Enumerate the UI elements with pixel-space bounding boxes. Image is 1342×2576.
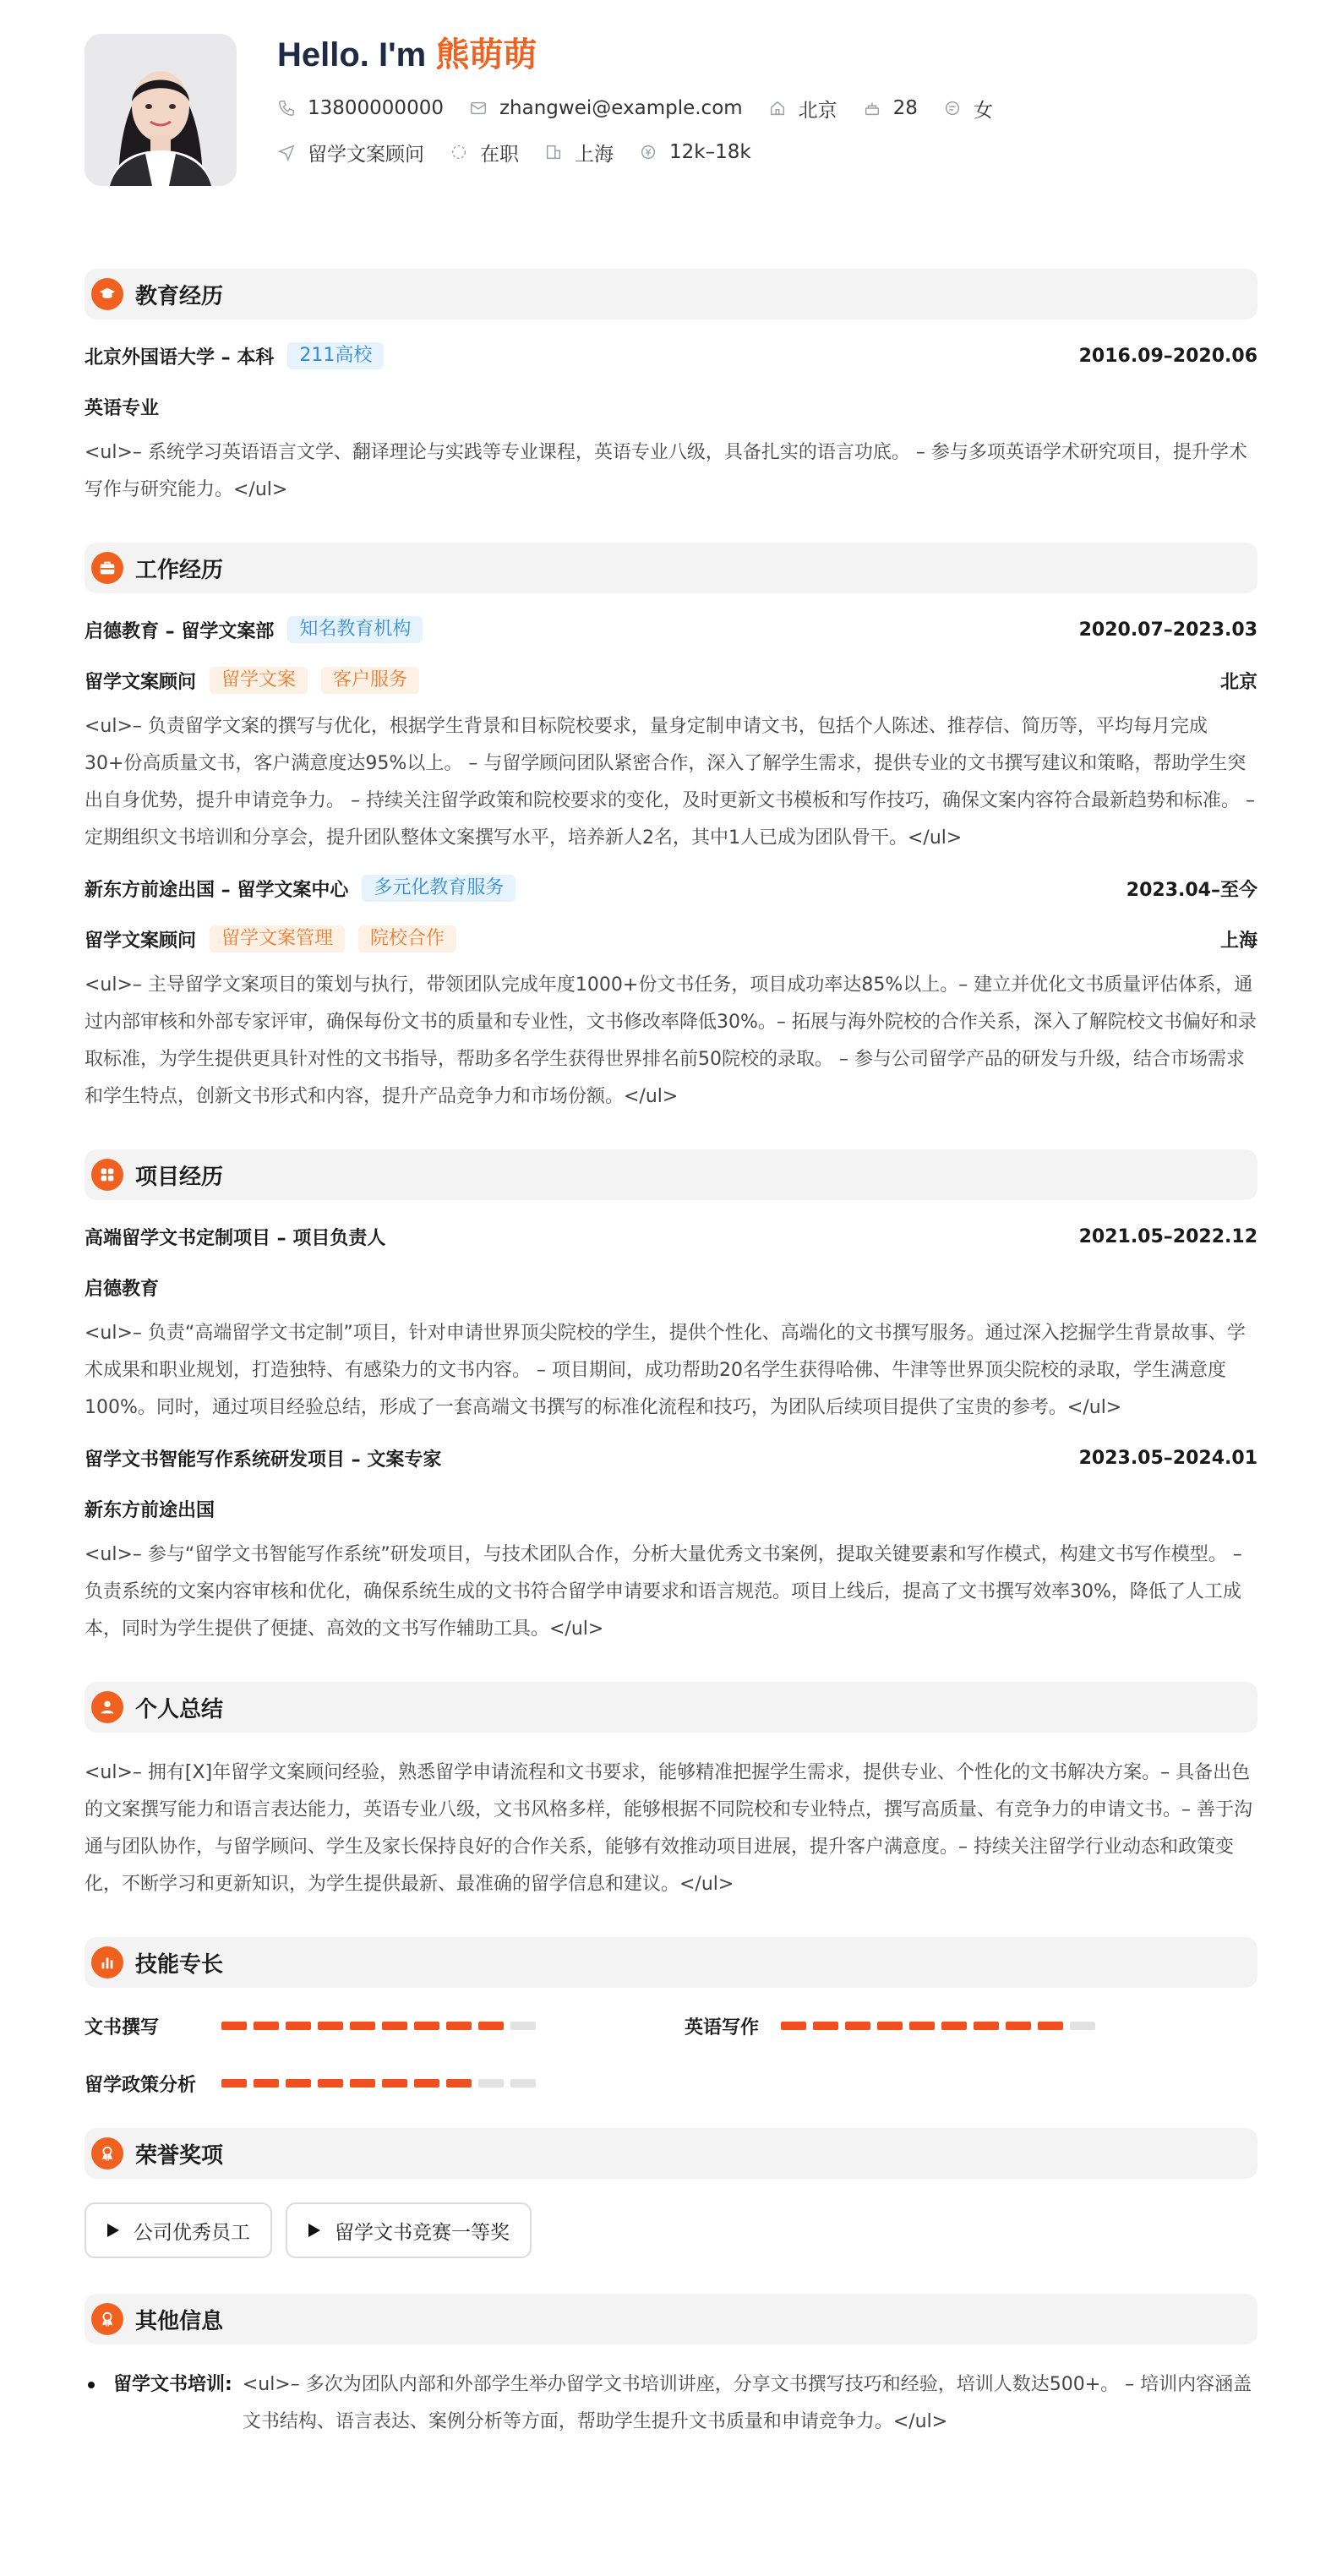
gender-icon (943, 99, 962, 117)
project-date: 2021.05–2022.12 (1078, 1225, 1257, 1247)
skill-bar-filled (446, 2079, 472, 2088)
education-section-header (85, 269, 1257, 319)
bar-chart-icon (91, 1946, 123, 1978)
skill-bar-filled (318, 2022, 343, 2030)
awards-title: 荣誉奖项 (135, 2142, 224, 2169)
skill-bar-filled (974, 2022, 999, 2030)
avatar-portrait-icon (85, 34, 237, 186)
skill-bar-filled (382, 2079, 407, 2088)
project-entry (85, 1444, 1257, 1648)
award-icon (91, 2303, 123, 2335)
work-entry (85, 874, 1257, 1116)
phone-info: 13800000000 (277, 97, 444, 119)
play-triangle-icon (106, 2223, 120, 2238)
work-description: <ul>– 主导留学文案项目的策划与执行，带领团队完成年度1000+份文书任务，项目成功率达85%以上。– 建立并优化文书质量评估体系，通过内部审核和外部专家评审，确保每份文书的质量和专业性，文书修改率降低30%。– 拓展与海外院校的合作关系，深入了解院校文书偏好和录取标准，为学生提供更具针对性的文书指导，帮助多名学生获得世界排名前50院校的录取。 – 参与公司留学产品的研发与升级，结合市场需求和学生特点，创新文书形式和内容，提升产品竞争力和市场份额。</ul> (85, 974, 1257, 1107)
skill-bar-filled (781, 2022, 806, 2030)
skill-bar-filled (1038, 2022, 1063, 2030)
work-date: 2020.07–2023.03 (1078, 619, 1257, 641)
work-location: 北京 (1219, 671, 1257, 693)
skill-tag: 客户服务 (321, 667, 419, 694)
skills-list (85, 2011, 1257, 2098)
skill-name: 留学政策分析 (85, 2074, 197, 2096)
profile-header (85, 34, 1257, 194)
skills-section-header (85, 1937, 1257, 1988)
school-name: 北京外国语大学 – 本科 (85, 347, 275, 368)
summary-title: 个人总结 (135, 1696, 224, 1722)
skills-title: 技能专长 (135, 1951, 224, 1978)
skill-bar-filled (286, 2079, 311, 2088)
project-section-header (85, 1149, 1257, 1200)
gender-info: 女 (943, 95, 993, 123)
education-description: <ul>– 系统学习英语语言文学、翻译理论与实践等专业课程，英语专业八级，具备扎实的语言功底。 – 参与多项英语学术研究项目，提升学术写作与研究能力。</ul> (85, 442, 1247, 500)
education-title: 教育经历 (135, 283, 224, 309)
skill-level-bar (221, 2079, 543, 2088)
other-section-header (85, 2294, 1257, 2344)
greeting-title: Hello. I'm 熊萌萌 (277, 36, 537, 74)
skill-bar-empty (478, 2079, 504, 2088)
education-date: 2016.09–2020.06 (1078, 345, 1257, 367)
status-info: 在职 (450, 139, 519, 166)
company-name: 新东方前途出国 – 留学文案中心 (85, 879, 349, 901)
project-description: <ul>– 参与“留学文书智能写作系统”研发项目，与技术团队合作，分析大量优秀文书案例，提取关键要素和写作模式，构建文书写作模型。 – 负责系统的文案内容审核和优化，确保系统生成的文书符合留学申请要求和语言规范。项目上线后，提高了文书撰写效率30%，降低了人工成本，同时为学生提供了便捷、高效的文书写作辅助工具。</ul> (85, 1544, 1242, 1640)
major: 英语专业 (85, 397, 160, 419)
award-label: 公司优秀员工 (134, 2221, 250, 2244)
project-entry (85, 1222, 1257, 1427)
work-date: 2023.04–至今 (1126, 879, 1257, 901)
building-icon (544, 143, 563, 161)
project-title: 项目经历 (135, 1164, 224, 1190)
work-entry (85, 615, 1257, 857)
education-entry (85, 341, 1257, 509)
skill-level-bar (221, 2022, 543, 2030)
skill-bar-filled (845, 2022, 870, 2030)
project-description: <ul>– 负责“高端留学文书定制”项目，针对申请世界顶尖院校的学生，提供个性化、高端化的文书撰写服务。通过深入挖掘学生背景故事、学术成果和职业规划，打造独特、有感染力的文书内容。 – 项目期间，成功帮助20名学生获得哈佛、牛津等世界顶尖院校的录取，学生满意度100%。同时，通过项目经验总结，形成了一套高端文书撰写的标准化流程和技巧，为团队后续项目提供了宝贵的参考。</ul> (85, 1323, 1246, 1418)
user-icon (91, 1691, 123, 1723)
other-label: 留学文书培训: (113, 2374, 232, 2395)
skill-tag: 院校合作 (358, 925, 456, 952)
other-item (85, 2366, 1257, 2441)
project-org: 启德教育 (85, 1278, 160, 1300)
awards-list (85, 2202, 1257, 2258)
skill-bar-filled (221, 2079, 247, 2088)
skill-bar-filled (813, 2022, 838, 2030)
skill-bar-filled (318, 2079, 343, 2088)
apps-grid-icon (91, 1159, 123, 1191)
skill-bar-filled (446, 2022, 472, 2030)
award-label: 留学文书竞赛一等奖 (335, 2221, 510, 2244)
skill-bar-filled (478, 2022, 504, 2030)
project-org: 新东方前途出国 (85, 1499, 215, 1521)
role-name: 留学文案顾问 (85, 671, 197, 693)
bullet-icon (88, 2382, 95, 2388)
work-section-header (85, 543, 1257, 593)
skill-bar-filled (877, 2022, 903, 2030)
skill-bar-filled (941, 2022, 967, 2030)
skill-bar-filled (414, 2022, 439, 2030)
skill-bar-empty (510, 2022, 536, 2030)
project-date: 2023.05–2024.01 (1078, 1447, 1257, 1469)
work-title: 工作经历 (135, 557, 224, 583)
loading-icon (450, 143, 468, 161)
send-icon (277, 143, 296, 161)
award-item (85, 2202, 272, 2258)
skill-bar-filled (1006, 2022, 1031, 2030)
project-name: 高端留学文书定制项目 – 项目负责人 (85, 1227, 386, 1249)
other-description: <ul>– 多次为团队内部和外部学生举办留学文书培训讲座，分享文书撰写技巧和经验，培训人数达500+。 – 培训内容涵盖文书结构、语言表达、案例分析等方面，帮助学生提升文书质量和申请竞争力。</ul> (242, 2374, 1252, 2432)
home-icon (768, 99, 787, 117)
skill-bar-filled (382, 2022, 407, 2030)
age-info: 28 (863, 97, 918, 119)
cake-icon (863, 99, 881, 117)
avatar (85, 34, 237, 186)
work-description: <ul>– 负责留学文案的撰写与优化，根据学生背景和目标院校要求，量身定制申请文书，包括个人陈述、推荐信、简历等，平均每月完成30+份高质量文书，客户满意度达95%以上。 – 与留学顾问团队紧密合作，深入了解学生需求，提供专业的文书撰写建议和策略，帮助学生突出自身优势，提升申请竞争力。 – 持续关注留学政策和院校要求的变化，及时更新文书模板和写作技巧，确保文案内容符合最新趋势和标准。 – 定期组织文书培训和分享会，提升团队整体文案撰写水平，培养新人2名，其中1人已成为团队骨干。</ul> (85, 716, 1255, 849)
job-target-info: 留学文案顾问 (277, 139, 424, 166)
summary-section-header (85, 1682, 1257, 1733)
role-name: 留学文案顾问 (85, 930, 197, 952)
award-icon (91, 2137, 123, 2169)
graduation-cap-icon (91, 278, 123, 310)
awards-section-header (85, 2128, 1257, 2179)
salary-info: 12k–18k (639, 141, 751, 163)
skill-tag: 留学文案管理 (210, 925, 345, 952)
company-name: 启德教育 – 留学文案部 (85, 620, 275, 642)
skill-tag: 留学文案 (210, 667, 308, 694)
skill-item (85, 2011, 685, 2040)
skill-item (85, 2069, 685, 2098)
briefcase-icon (91, 552, 123, 584)
summary-description: <ul>– 拥有[X]年留学文案顾问经验，熟悉留学申请流程和文书要求，能够精准把握学生需求，提供专业、个性化的文书解决方案。– 具备出色的文案撰写能力和语言表达能力，英语专业八级，文书风格多样，能够根据不同院校和专业特点，撰写高质量、有竞争力的申请文书。– 善于沟通与团队协作，与留学顾问、学生及家长保持良好的合作关系，能够有效推动项目进展，提升客户满意度。– 持续关注留学行业动态和政策变化，不断学习和更新知识，为学生提供最新、最准确的留学信息和建议。</ul> (85, 1762, 1252, 1895)
school-tag: 211高校 (287, 342, 384, 369)
skill-bar-filled (909, 2022, 935, 2030)
email-info: zhangwei@example.com (469, 97, 743, 119)
contact-row (277, 95, 1018, 122)
skill-bar-filled (414, 2079, 439, 2088)
other-title: 其他信息 (135, 2308, 224, 2334)
skill-bar-empty (510, 2079, 536, 2088)
target-city-info: 上海 (544, 139, 614, 166)
skill-bar-filled (254, 2022, 279, 2030)
mail-icon (469, 99, 488, 117)
skill-name: 英语写作 (685, 2017, 760, 2038)
money-icon (639, 143, 657, 161)
city-info: 北京 (768, 95, 837, 123)
skill-bar-empty (1070, 2022, 1095, 2030)
work-location: 上海 (1219, 930, 1257, 952)
skill-level-bar (781, 2022, 1102, 2030)
skill-bar-filled (286, 2022, 311, 2030)
skill-bar-filled (350, 2022, 375, 2030)
intention-row (277, 139, 1018, 166)
skill-name: 文书撰写 (85, 2017, 160, 2038)
candidate-name: 熊萌萌 (435, 36, 537, 74)
company-tag: 多元化教育服务 (362, 875, 516, 902)
skill-bar-filled (254, 2079, 279, 2088)
project-name: 留学文书智能写作系统研发项目 – 文案专家 (85, 1449, 442, 1471)
skill-item (685, 2011, 1268, 2040)
award-item (286, 2202, 532, 2258)
skill-bar-filled (221, 2022, 247, 2030)
play-triangle-icon (308, 2223, 321, 2238)
phone-icon (277, 99, 296, 117)
skill-bar-filled (350, 2079, 375, 2088)
company-tag: 知名教育机构 (287, 616, 423, 643)
